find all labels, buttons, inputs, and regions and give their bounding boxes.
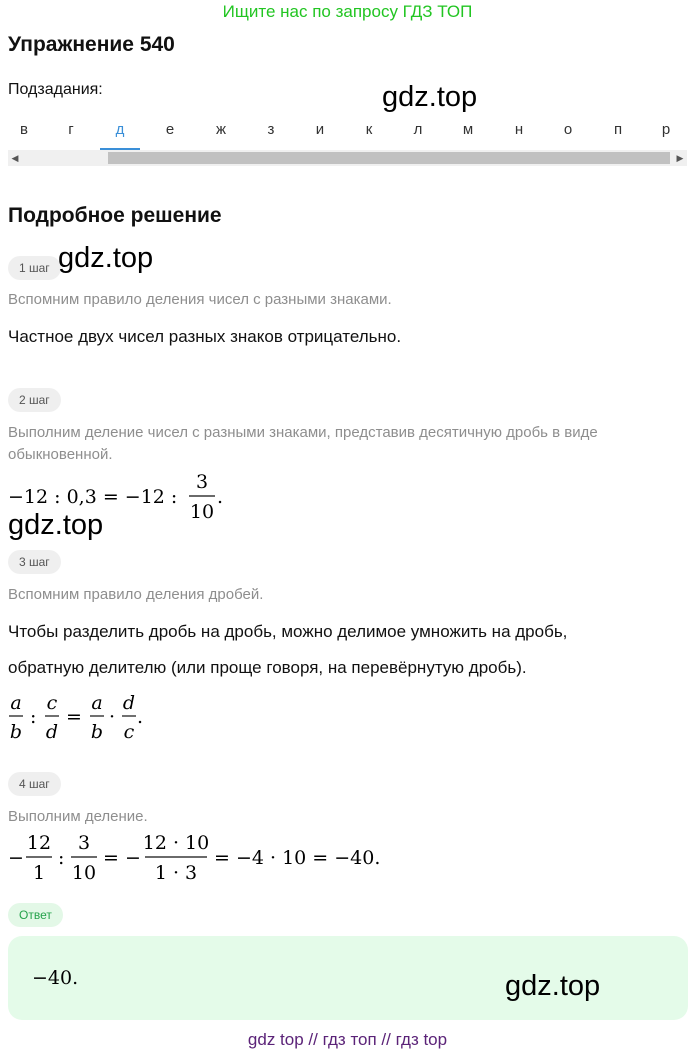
step-4-hint: Выполним деление. xyxy=(8,808,148,825)
fraction-numerator: c xyxy=(46,692,58,714)
division-sign: : xyxy=(30,706,37,728)
watermark: gdz.top xyxy=(382,81,478,113)
equals-minus: = − xyxy=(103,847,141,869)
fraction-denominator: d xyxy=(45,721,59,743)
step-4-badge: 4 шаг xyxy=(8,772,61,796)
minus-sign: − xyxy=(8,847,24,869)
formula-rest: = −4 · 10 = −40. xyxy=(214,847,381,869)
equals-sign: = xyxy=(66,706,82,728)
formula-part: −12 : 0,3 = −12 : xyxy=(8,486,178,508)
fraction-denominator: 10 xyxy=(71,862,97,884)
step-3-formula xyxy=(6,687,166,747)
step-1-text: Частное двух чисел разных знаков отрицательно. xyxy=(8,327,402,346)
step-4-formula xyxy=(6,826,406,886)
subtasks-label: Подзадания: xyxy=(8,81,103,98)
step-3-text-line1: Чтобы разделить дробь на дробь, можно делимое умножить на дробь, xyxy=(8,622,568,641)
tab-d[interactable]: д xyxy=(100,118,140,150)
tab-p[interactable]: п xyxy=(613,121,623,138)
fraction-numerator: a xyxy=(10,692,22,714)
fraction-numerator: 12 · 10 xyxy=(142,832,210,854)
step-2-hint-line2: обыкновенной. xyxy=(8,446,113,463)
step-3-hint: Вспомним правило деления дробей. xyxy=(8,586,264,603)
division-sign: : xyxy=(58,847,65,869)
watermark: gdz.top xyxy=(58,242,154,274)
fraction-numerator: 3 xyxy=(77,832,91,854)
tab-zh[interactable]: ж xyxy=(215,121,227,138)
fraction-numerator: 3 xyxy=(195,471,209,493)
fraction-denominator: c xyxy=(123,721,135,743)
footer-links[interactable]: gdz top // гдз топ // гдз top xyxy=(247,1030,448,1049)
tab-o[interactable]: о xyxy=(563,121,573,138)
answer-formula xyxy=(32,962,112,994)
tab-n[interactable]: н xyxy=(514,121,524,138)
fraction-denominator: 1 · 3 xyxy=(154,862,198,884)
multiply-sign: · xyxy=(109,706,116,728)
formula-end: . xyxy=(217,486,224,508)
search-hint-banner: Ищите нас по запросу ГДЗ ТОП xyxy=(222,2,473,21)
scroll-left-icon[interactable]: ◀ xyxy=(11,153,19,163)
subtask-tabs xyxy=(0,118,695,150)
tab-v[interactable]: в xyxy=(20,121,28,138)
watermark: gdz.top xyxy=(8,509,104,541)
scroll-right-icon[interactable]: ▶ xyxy=(676,153,684,163)
fraction-numerator: a xyxy=(91,692,103,714)
answer-value: −40. xyxy=(32,967,79,989)
answer-badge: Ответ xyxy=(8,903,63,927)
tabs-scrollbar[interactable] xyxy=(8,150,687,166)
fraction-denominator: 10 xyxy=(189,501,215,522)
tab-l[interactable]: л xyxy=(413,121,423,138)
step-2-hint-line1: Выполним деление чисел с разными знаками, представив десятичную дробь в виде xyxy=(8,424,598,441)
fraction-numerator: d xyxy=(122,692,136,714)
watermark: gdz.top xyxy=(505,970,601,1002)
fraction-denominator: b xyxy=(90,721,104,743)
tab-r[interactable]: р xyxy=(661,121,671,138)
step-3-badge: 3 шаг xyxy=(8,550,61,574)
tab-i[interactable]: и xyxy=(315,121,325,138)
formula-end: . xyxy=(137,706,144,728)
tab-g[interactable]: г xyxy=(68,121,74,138)
tab-z[interactable]: з xyxy=(267,121,275,138)
tab-m[interactable]: м xyxy=(462,121,474,138)
step-3-text-line2: обратную делителю (или проще говоря, на перевёрнутую дробь). xyxy=(8,658,527,677)
step-2-badge: 2 шаг xyxy=(8,388,61,412)
tab-e[interactable]: е xyxy=(165,121,175,138)
fraction-numerator: 12 xyxy=(26,832,52,854)
solution-heading: Подробное решение xyxy=(8,204,222,227)
scrollbar-thumb[interactable] xyxy=(108,152,670,164)
fraction-denominator: 1 xyxy=(32,862,46,884)
exercise-title: Упражнение 540 xyxy=(8,33,175,56)
step-1-hint: Вспомним правило деления чисел с разными знаками. xyxy=(8,291,392,308)
tab-k[interactable]: к xyxy=(365,121,373,138)
step-1-badge: 1 шаг xyxy=(8,256,61,280)
fraction-denominator: b xyxy=(9,721,23,743)
